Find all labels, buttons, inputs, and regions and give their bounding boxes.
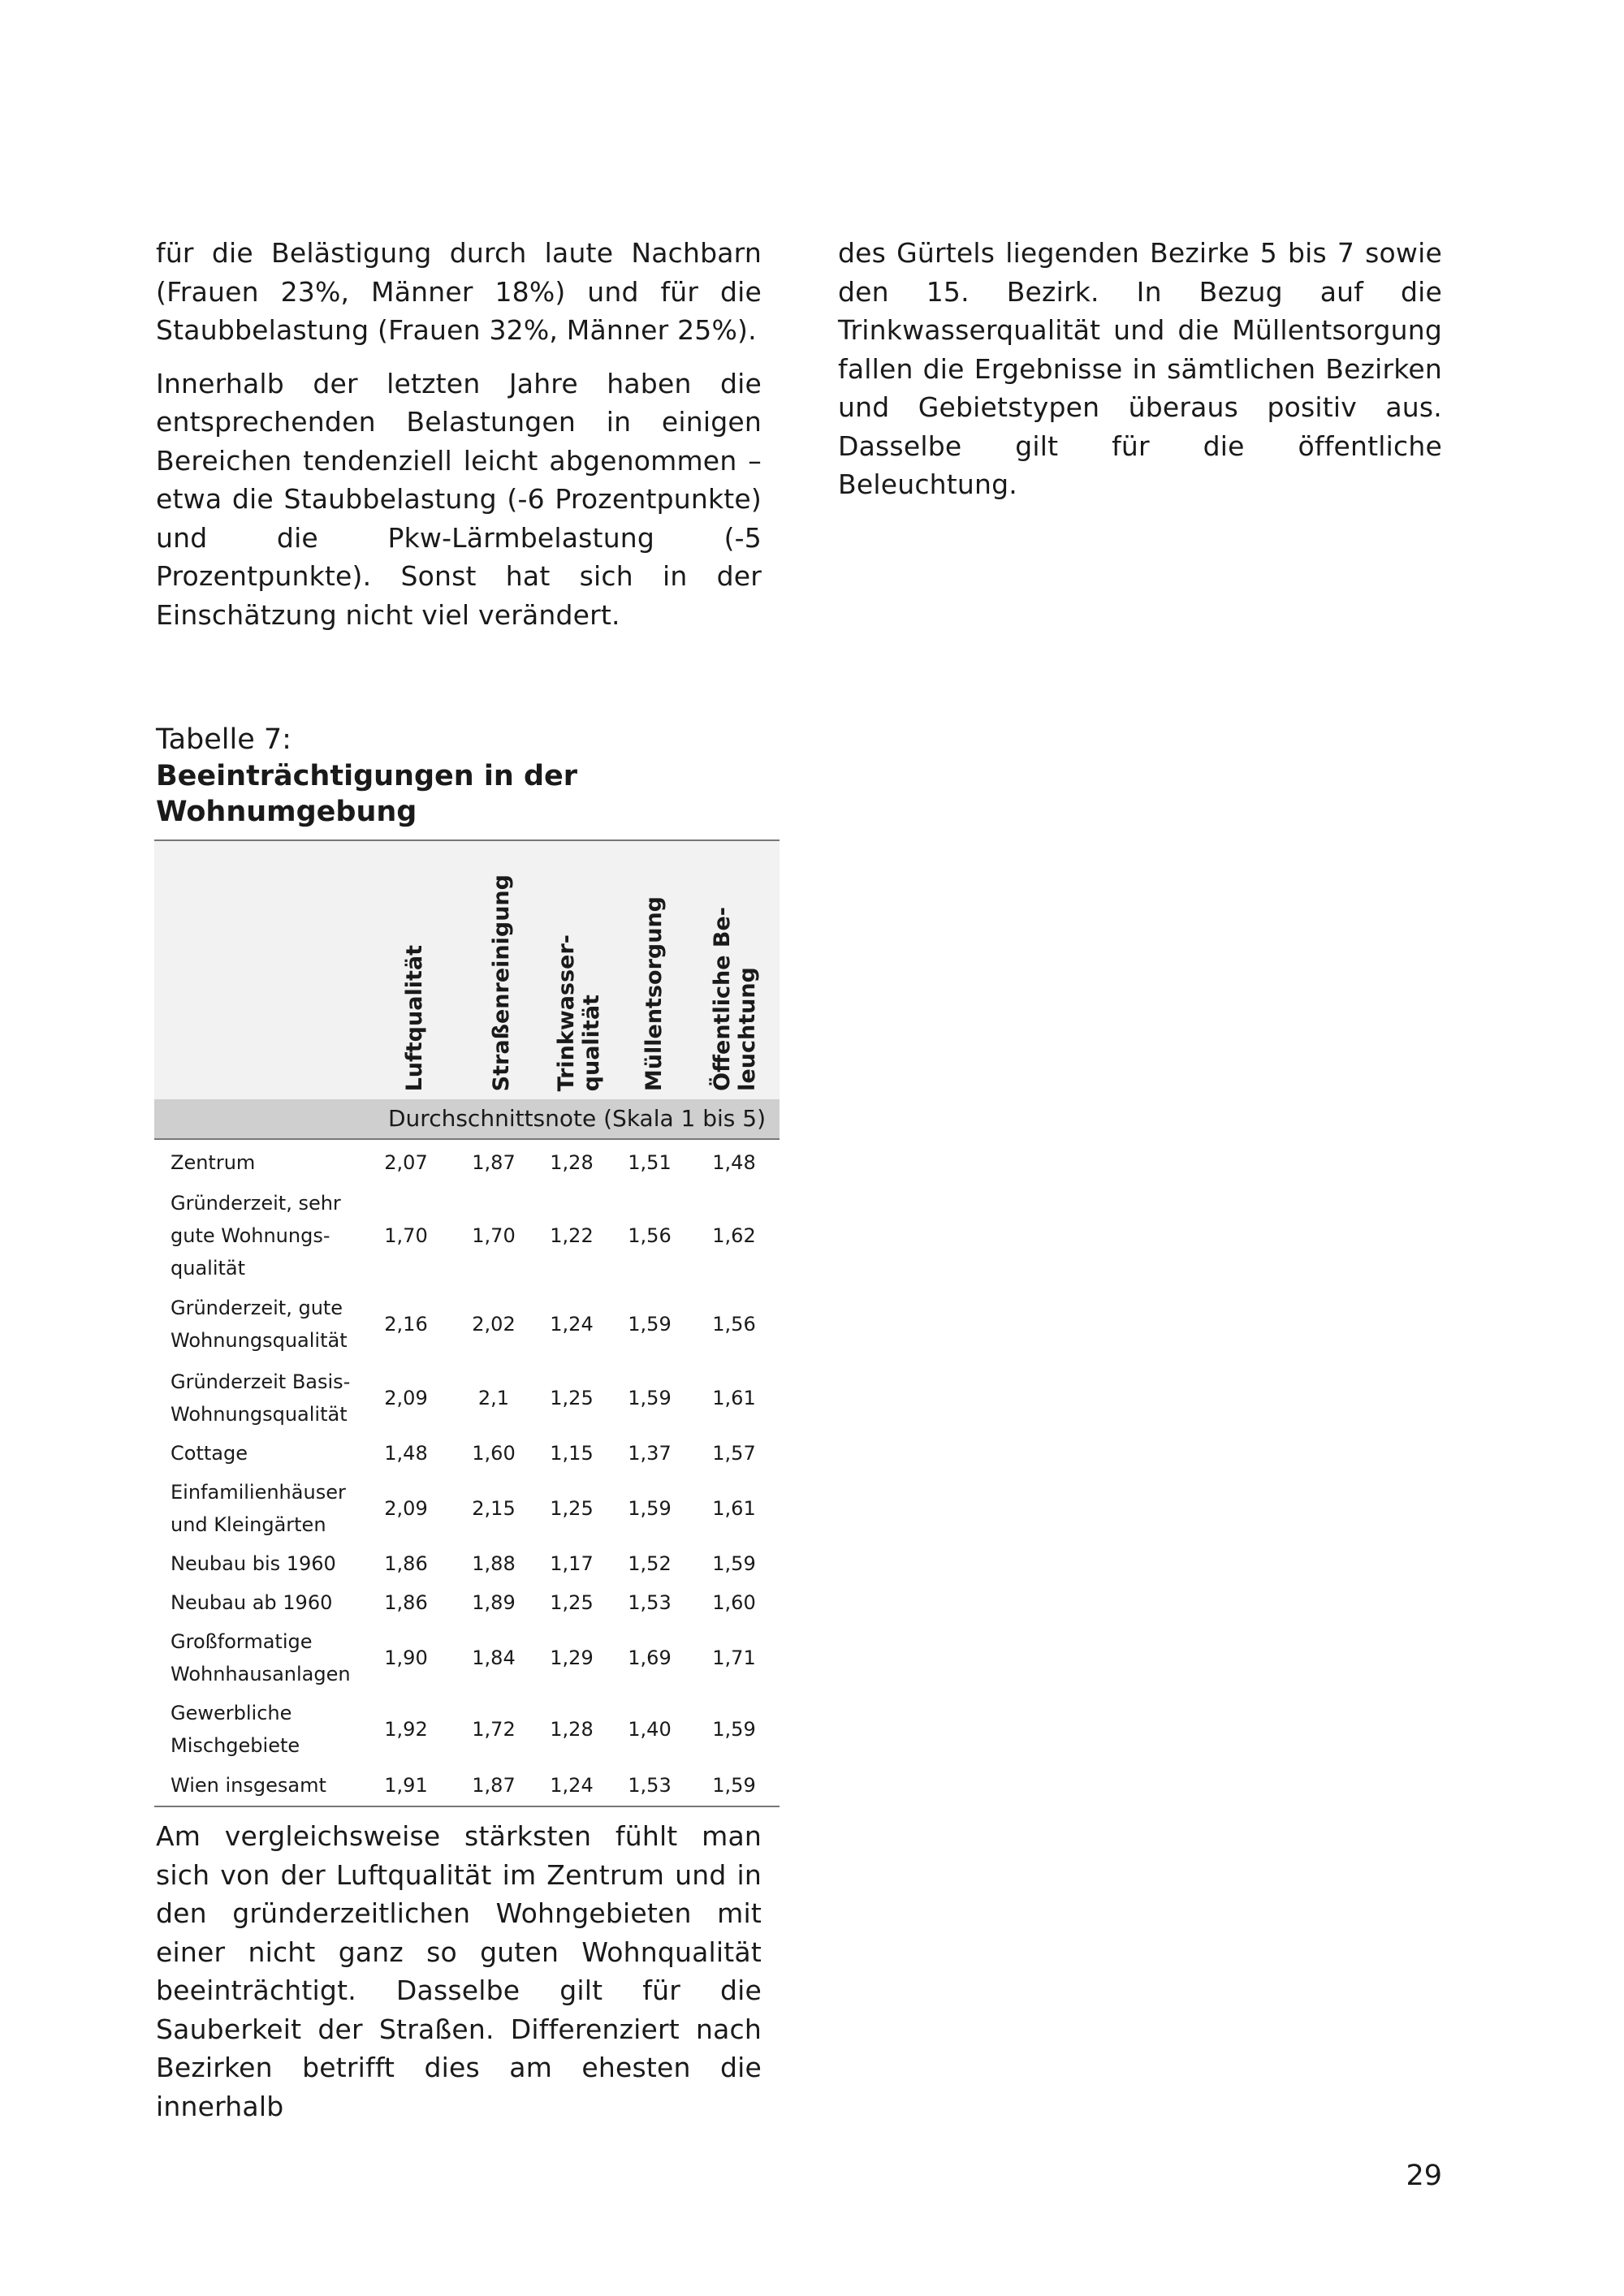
paragraph-trend: Innerhalb der letzten Jahre haben die entsprechenden Belastungen in einigen Bereichen tendenziell leicht abgenommen – etwa die Staubbelastung (-6 Prozentpunkte) und die Pkw-Lärmbelastung (-5 Prozentpunkte). Sonst hat sich in der Einschätzung nicht viel verändert. xyxy=(156,367,762,631)
cell-value: 1,72 xyxy=(472,1718,516,1741)
cell-value: 1,70 xyxy=(472,1224,516,1247)
table-row xyxy=(154,1286,780,1362)
row-label: Wien insgesamt xyxy=(171,1774,326,1797)
cell-value: 1,28 xyxy=(550,1718,594,1741)
table-header xyxy=(154,841,780,1099)
cell-value: 1,53 xyxy=(628,1591,672,1614)
cell-value: 1,25 xyxy=(550,1497,594,1520)
table-row xyxy=(154,1473,780,1544)
table-bottom-rule xyxy=(154,1806,780,1807)
impairments-table xyxy=(154,839,780,1807)
table-row xyxy=(154,1362,780,1434)
cell-value: 1,71 xyxy=(712,1646,756,1669)
table-title: Beeinträchtigungen in der Wohnumgebung xyxy=(156,760,578,828)
cell-value: 1,59 xyxy=(712,1718,756,1741)
cell-value: 2,16 xyxy=(384,1313,428,1336)
column-header-public-lighting: Öffentliche Be- leuchtung xyxy=(710,907,760,1091)
cell-value: 1,52 xyxy=(628,1552,672,1575)
cell-value: 1,17 xyxy=(550,1552,594,1575)
cell-value: 1,29 xyxy=(550,1646,594,1669)
table-body xyxy=(154,1140,780,1806)
row-label: Einfamilienhäuser und Kleingärten xyxy=(171,1481,346,1536)
table-row xyxy=(154,1434,780,1473)
cell-value: 2,1 xyxy=(477,1387,510,1409)
row-label: Neubau bis 1960 xyxy=(171,1552,336,1575)
row-label: Gründerzeit, sehr gute Wohnungs-qualität xyxy=(171,1192,341,1280)
cell-value: 1,56 xyxy=(712,1313,756,1336)
cell-value: 2,07 xyxy=(384,1151,428,1174)
cell-value: 1,60 xyxy=(472,1442,516,1465)
table-label: Tabelle 7: xyxy=(156,723,292,756)
paragraph-conclusion: Am vergleichsweise stärksten fühlt man sich von der Luftqualität im Zentrum und in den gründerzeitlichen Wohngebieten mit einer nicht ganz so guten Wohnqualität beeinträchtigt. Dasselbe gilt für die Sauberkeit der Straßen. Differenziert nach Bezirken betrifft dies am ehesten die innerhalb xyxy=(156,1820,762,2122)
cell-value: 1,48 xyxy=(712,1151,756,1174)
cell-value: 1,59 xyxy=(712,1552,756,1575)
cell-value: 1,87 xyxy=(472,1774,516,1797)
cell-value: 1,48 xyxy=(384,1442,428,1465)
table-row xyxy=(154,1185,780,1286)
cell-value: 1,59 xyxy=(628,1387,672,1409)
row-label: Cottage xyxy=(171,1442,248,1465)
row-label: Gründerzeit, gute Wohnungsqualität xyxy=(171,1297,348,1352)
cell-value: 1,37 xyxy=(628,1442,672,1465)
column-header-street-cleaning: Straßenreinigung xyxy=(489,874,514,1091)
left-column xyxy=(156,234,762,634)
cell-value: 1,89 xyxy=(472,1591,516,1614)
paragraph-noise-stats: für die Belästigung durch laute Nachbarn (Frauen 23%, Männer 18%) und für die Staubbelastung (Frauen 32%, Männer 25%). xyxy=(156,237,762,346)
cell-value: 2,09 xyxy=(384,1387,428,1409)
cell-value: 1,57 xyxy=(712,1442,756,1465)
table-row xyxy=(154,1765,780,1806)
cell-value: 1,87 xyxy=(472,1151,516,1174)
cell-value: 1,59 xyxy=(628,1313,672,1336)
cell-value: 1,90 xyxy=(384,1646,428,1669)
right-column xyxy=(838,234,1442,504)
cell-value: 1,86 xyxy=(384,1552,428,1575)
cell-value: 1,24 xyxy=(550,1313,594,1336)
cell-value: 1,91 xyxy=(384,1774,428,1797)
table-row xyxy=(154,1544,780,1583)
bottom-column xyxy=(156,1817,762,2126)
cell-value: 1,84 xyxy=(472,1646,516,1669)
table-row xyxy=(154,1140,780,1185)
cell-value: 1,40 xyxy=(628,1718,672,1741)
cell-value: 1,56 xyxy=(628,1224,672,1247)
cell-value: 1,59 xyxy=(712,1774,756,1797)
cell-value: 1,70 xyxy=(384,1224,428,1247)
cell-value: 1,25 xyxy=(550,1591,594,1614)
page-number: 29 xyxy=(1406,2160,1442,2192)
cell-value: 1,24 xyxy=(550,1774,594,1797)
cell-value: 1,15 xyxy=(550,1442,594,1465)
cell-value: 1,53 xyxy=(628,1774,672,1797)
row-label: Gewerbliche Mischgebiete xyxy=(171,1702,300,1757)
table-caption xyxy=(156,721,773,830)
cell-value: 1,51 xyxy=(628,1151,672,1174)
column-header-air-quality: Luftqualität xyxy=(402,944,427,1091)
cell-value: 1,25 xyxy=(550,1387,594,1409)
row-label: Neubau ab 1960 xyxy=(171,1591,333,1614)
row-label: Zentrum xyxy=(171,1151,256,1174)
row-label: Großformatige Wohnhausanlagen xyxy=(171,1630,351,1685)
table-row xyxy=(154,1694,780,1765)
table-row xyxy=(154,1622,780,1694)
column-header-waste-disposal: Müllentsorgung xyxy=(641,896,667,1091)
cell-value: 1,88 xyxy=(472,1552,516,1575)
cell-value: 1,28 xyxy=(550,1151,594,1174)
cell-value: 1,60 xyxy=(712,1591,756,1614)
cell-value: 1,61 xyxy=(712,1497,756,1520)
cell-value: 1,86 xyxy=(384,1591,428,1614)
cell-value: 1,22 xyxy=(550,1224,594,1247)
cell-value: 1,62 xyxy=(712,1224,756,1247)
row-label: Gründerzeit Basis-Wohnungsqualität xyxy=(171,1370,351,1426)
table-row xyxy=(154,1583,780,1622)
cell-value: 2,02 xyxy=(472,1313,516,1336)
cell-value: 1,61 xyxy=(712,1387,756,1409)
cell-value: 2,15 xyxy=(472,1497,516,1520)
paragraph-districts: des Gürtels liegenden Bezirke 5 bis 7 sowie den 15. Bezirk. In Bezug auf die Trinkwasserqualität und die Müllentsorgung fallen die Ergebnisse in sämtlichen Bezirken und Gebietstypen überaus positiv aus. Dasselbe gilt für die öffentliche Beleuchtung. xyxy=(838,237,1442,500)
column-header-drinking-water: Trinkwasser- qualität xyxy=(554,934,604,1091)
cell-value: 1,92 xyxy=(384,1718,428,1741)
cell-value: 2,09 xyxy=(384,1497,428,1520)
cell-value: 1,59 xyxy=(628,1497,672,1520)
table-subheader: Durchschnittsnote (Skala 1 bis 5) xyxy=(154,1099,780,1138)
cell-value: 1,69 xyxy=(628,1646,672,1669)
